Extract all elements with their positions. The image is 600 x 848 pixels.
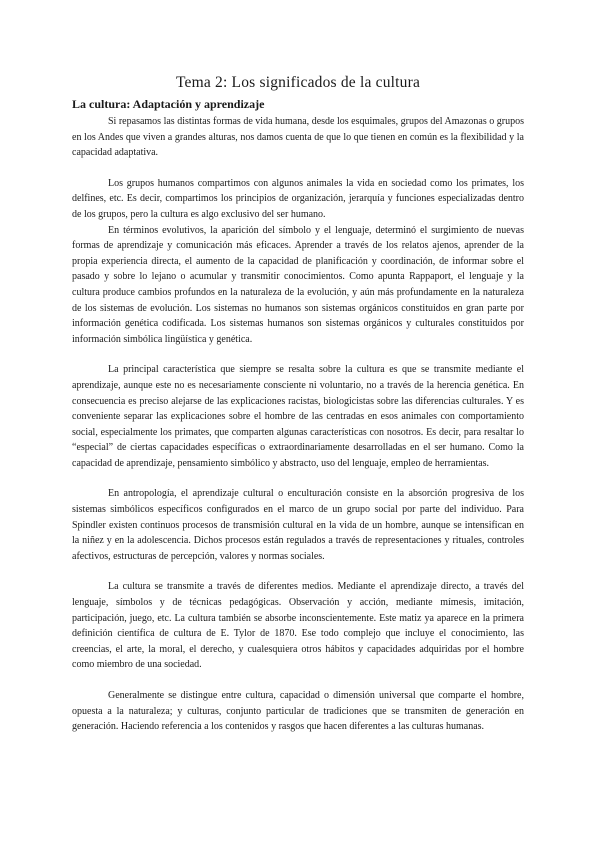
paragraph-6: La cultura se transmite a través de diferentes medios. Mediante el aprendizaje directo, a través del lenguaje, símbolos y de técnicas pedagógicas. Observación y acción, mediante mímesis, imitación, participación, juego, etc. La cultura también se absorbe inconscientemente. Este matiz ya aparece en la primera definición científica de cultura de E. Tylor de 1870. Ese todo complejo que incluye el conocimiento, las creencias, el arte, la moral, el derecho, y cualesquiera otros hábitos y capacidades adquiridas por el hombre como miembro de una sociedad. [72,581,524,671]
document-page [72,74,524,735]
paragraph-1: Si repasamos las distintas formas de vida humana, desde los esquimales, grupos del Amazonas o grupos en los Andes que viven a grandes alturas, nos damos cuenta de que lo que tienen en común es la flexibilidad y la capacidad adaptativa. [72,116,524,159]
paragraph-5: En antropología, el aprendizaje cultural o enculturación consiste en la absorción progresiva de los sistemas simbólicos específicos configurados en el marco de un grupo social por parte del individuo. Para Spindler existen continuos procesos de transmisión cultural en la vida de un hombre, aunque se intensifican en la niñez y en la adolescencia. Dichos procesos están regulados a través de representaciones y rituales, controles afectivos, estructuras de percepción, valores y normas sociales. [72,488,524,562]
paragraph-4: La principal característica que siempre se resalta sobre la cultura es que se transmite mediante el aprendizaje, aunque este no es necesariamente consciente ni voluntario, no a través de la herencia genética. En consecuencia es preciso alejarse de las explicaciones racistas, biologicistas sobre las diferencias culturales. Y es conveniente separar las explicaciones sobre el hombre de las centradas en esos animales con comportamiento social, especialmente los primates, que comparten algunas características con nosotros. Es decir, para resaltar lo “especial” de ciertas capacidades específicas o extraordinariamente desarrolladas en el ser humano. Como la capacidad de aprendizaje, pensamiento simbólico y abstracto, uso del lenguaje, empleo de herramientas. [72,364,524,469]
paragraph-7: Generalmente se distingue entre cultura, capacidad o dimensión universal que comparte el hombre, opuesta a la naturaleza; y culturas, conjunto particular de tradiciones que se transmiten de generación en generación. Haciendo referencia a los contenidos y rasgos que hacen diferentes a las culturas humanas. [72,690,524,733]
paragraph-2: Los grupos humanos compartimos con algunos animales la vida en sociedad como los primates, los delfines, etc. Es decir, compartimos los principios de organización, jerarquía y funciones especializadas dentro de los grupos, pero la cultura es algo exclusivo del ser humano. [72,177,524,220]
page-title: Tema 2: Los significados de la cultura [175,74,421,91]
paragraph-3: En términos evolutivos, la aparición del símbolo y el lenguaje, determinó el surgimiento de nuevas formas de aprendizaje y comunicación más eficaces. Aprender a través de los relatos ajenos, aprender de la propia experiencia directa, el aumento de la capacidad de planificación y coordinación, de informar sobre el pasado y sobre lo lejano o acumular y transmitir conocimientos. Como apunta Rappaport, el lenguaje y la cultura produce cambios profundos en la naturaleza de la evolución, y aún más profundamente en la naturaleza de los sistemas de evolución. Los sistemas no humanos son sistemas orgánicos constituidos en gran parte por información genética codificada. Los sistemas humanos son sistemas orgánicos y culturales constituidos por información simbólica lingüística y genética. [72,224,524,345]
section-heading: La cultura: Adaptación y aprendizaje [72,97,265,111]
